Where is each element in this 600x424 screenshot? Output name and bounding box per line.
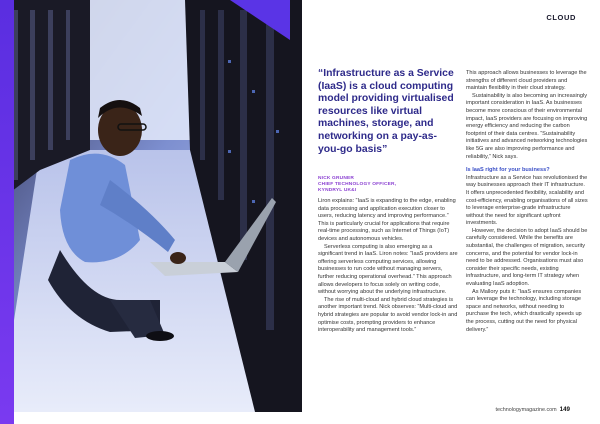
page-footer bbox=[496, 406, 570, 413]
hero-photo bbox=[0, 0, 302, 412]
paragraph: Sustainability is also becoming an increasingly important consideration in IaaS. As businesses become more conscious of their environmental impact, IaaS providers are focusing on improving energy efficiency and reducing the carbon footprint of their data centres. “Sustainability initiatives and advanced networking technologies like 5G are also improving performance and reliability,” Nick says. bbox=[466, 92, 588, 160]
footer-site: technologymagazine.com bbox=[495, 407, 557, 413]
paragraph: Liron explains: “IaaS is expanding to the edge, enabling data processing and application execution closer to users, reducing latency and improving performance.” This is particularly crucial for applications that require real-time processing, such as Internet of Things (IoT) devices and autonomous vehicles. bbox=[318, 198, 456, 242]
byline-name: NICK GRUNER bbox=[318, 176, 355, 181]
paragraph: The rise of multi-cloud and hybrid cloud strategies is another important trend. Nick observes: “Multi-cloud and hybrid strategies are popular to avoid vendor lock-in and optimise costs, prompting providers to enhance interoperability and management tools.” bbox=[318, 296, 458, 334]
purple-side-bar bbox=[0, 0, 14, 424]
byline bbox=[318, 176, 458, 195]
server-room-illustration bbox=[0, 0, 302, 412]
paragraph: This approach allows businesses to leverage the strengths of different cloud providers and maintain flexibility in their cloud strategy. bbox=[466, 70, 587, 92]
body-column-2 bbox=[466, 70, 588, 334]
section-label: CLOUD bbox=[546, 13, 576, 22]
page-number: 149 bbox=[559, 406, 570, 413]
body-column-1 bbox=[318, 198, 458, 335]
pull-quote: “Infrastructure as a Service (IaaS) is a cloud computing model providing virtualised resources like virtual machines, storage, and networking on a pay-as-you-go basis” bbox=[318, 68, 454, 155]
subheading: Is IaaS right for your business? bbox=[466, 167, 550, 174]
paragraph: However, the decision to adopt IaaS should be carefully considered. While the benefits are substantial, the challenges of migration, security concerns, and the potential for vendor lock-in need to be addressed. Organisations must also consider their specific needs, existing infrastructure, and long-term IT strategy when evaluating IaaS adoption. bbox=[466, 227, 588, 288]
byline-title: CHIEF TECHNOLOGY OFFICER, bbox=[318, 182, 397, 188]
corner-triangle bbox=[230, 0, 290, 40]
corner-accent bbox=[230, 0, 290, 40]
byline-company: KYNDRYL UK&I bbox=[318, 188, 357, 194]
paragraph: Infrastructure as a Service has revolutionised the way businesses approach their IT infrastructure. It offers unprecedented flexibility, scalability and cost-efficiency, enabling organisations of all sizes to leverage enterprise-grade infrastructure without the need for significant upfront investments. bbox=[466, 174, 588, 227]
side-bar-gradient bbox=[0, 0, 14, 424]
paragraph: As Mallory puts it: “IaaS ensures companies can leverage the technology, including storage space and networks, without needing to purchase the tech, which drastically speeds up the process, cutting out the need for physical delivery.” bbox=[466, 288, 582, 333]
paragraph: Serverless computing is also emerging as a significant trend in IaaS. Liron notes: “IaaS providers are offering serverless computing services, allowing businesses to run code without managing servers, further reducing operational overhead.” This approach allows developers to focus solely on writing code, without worrying about the underlying infrastructure. bbox=[318, 243, 458, 296]
